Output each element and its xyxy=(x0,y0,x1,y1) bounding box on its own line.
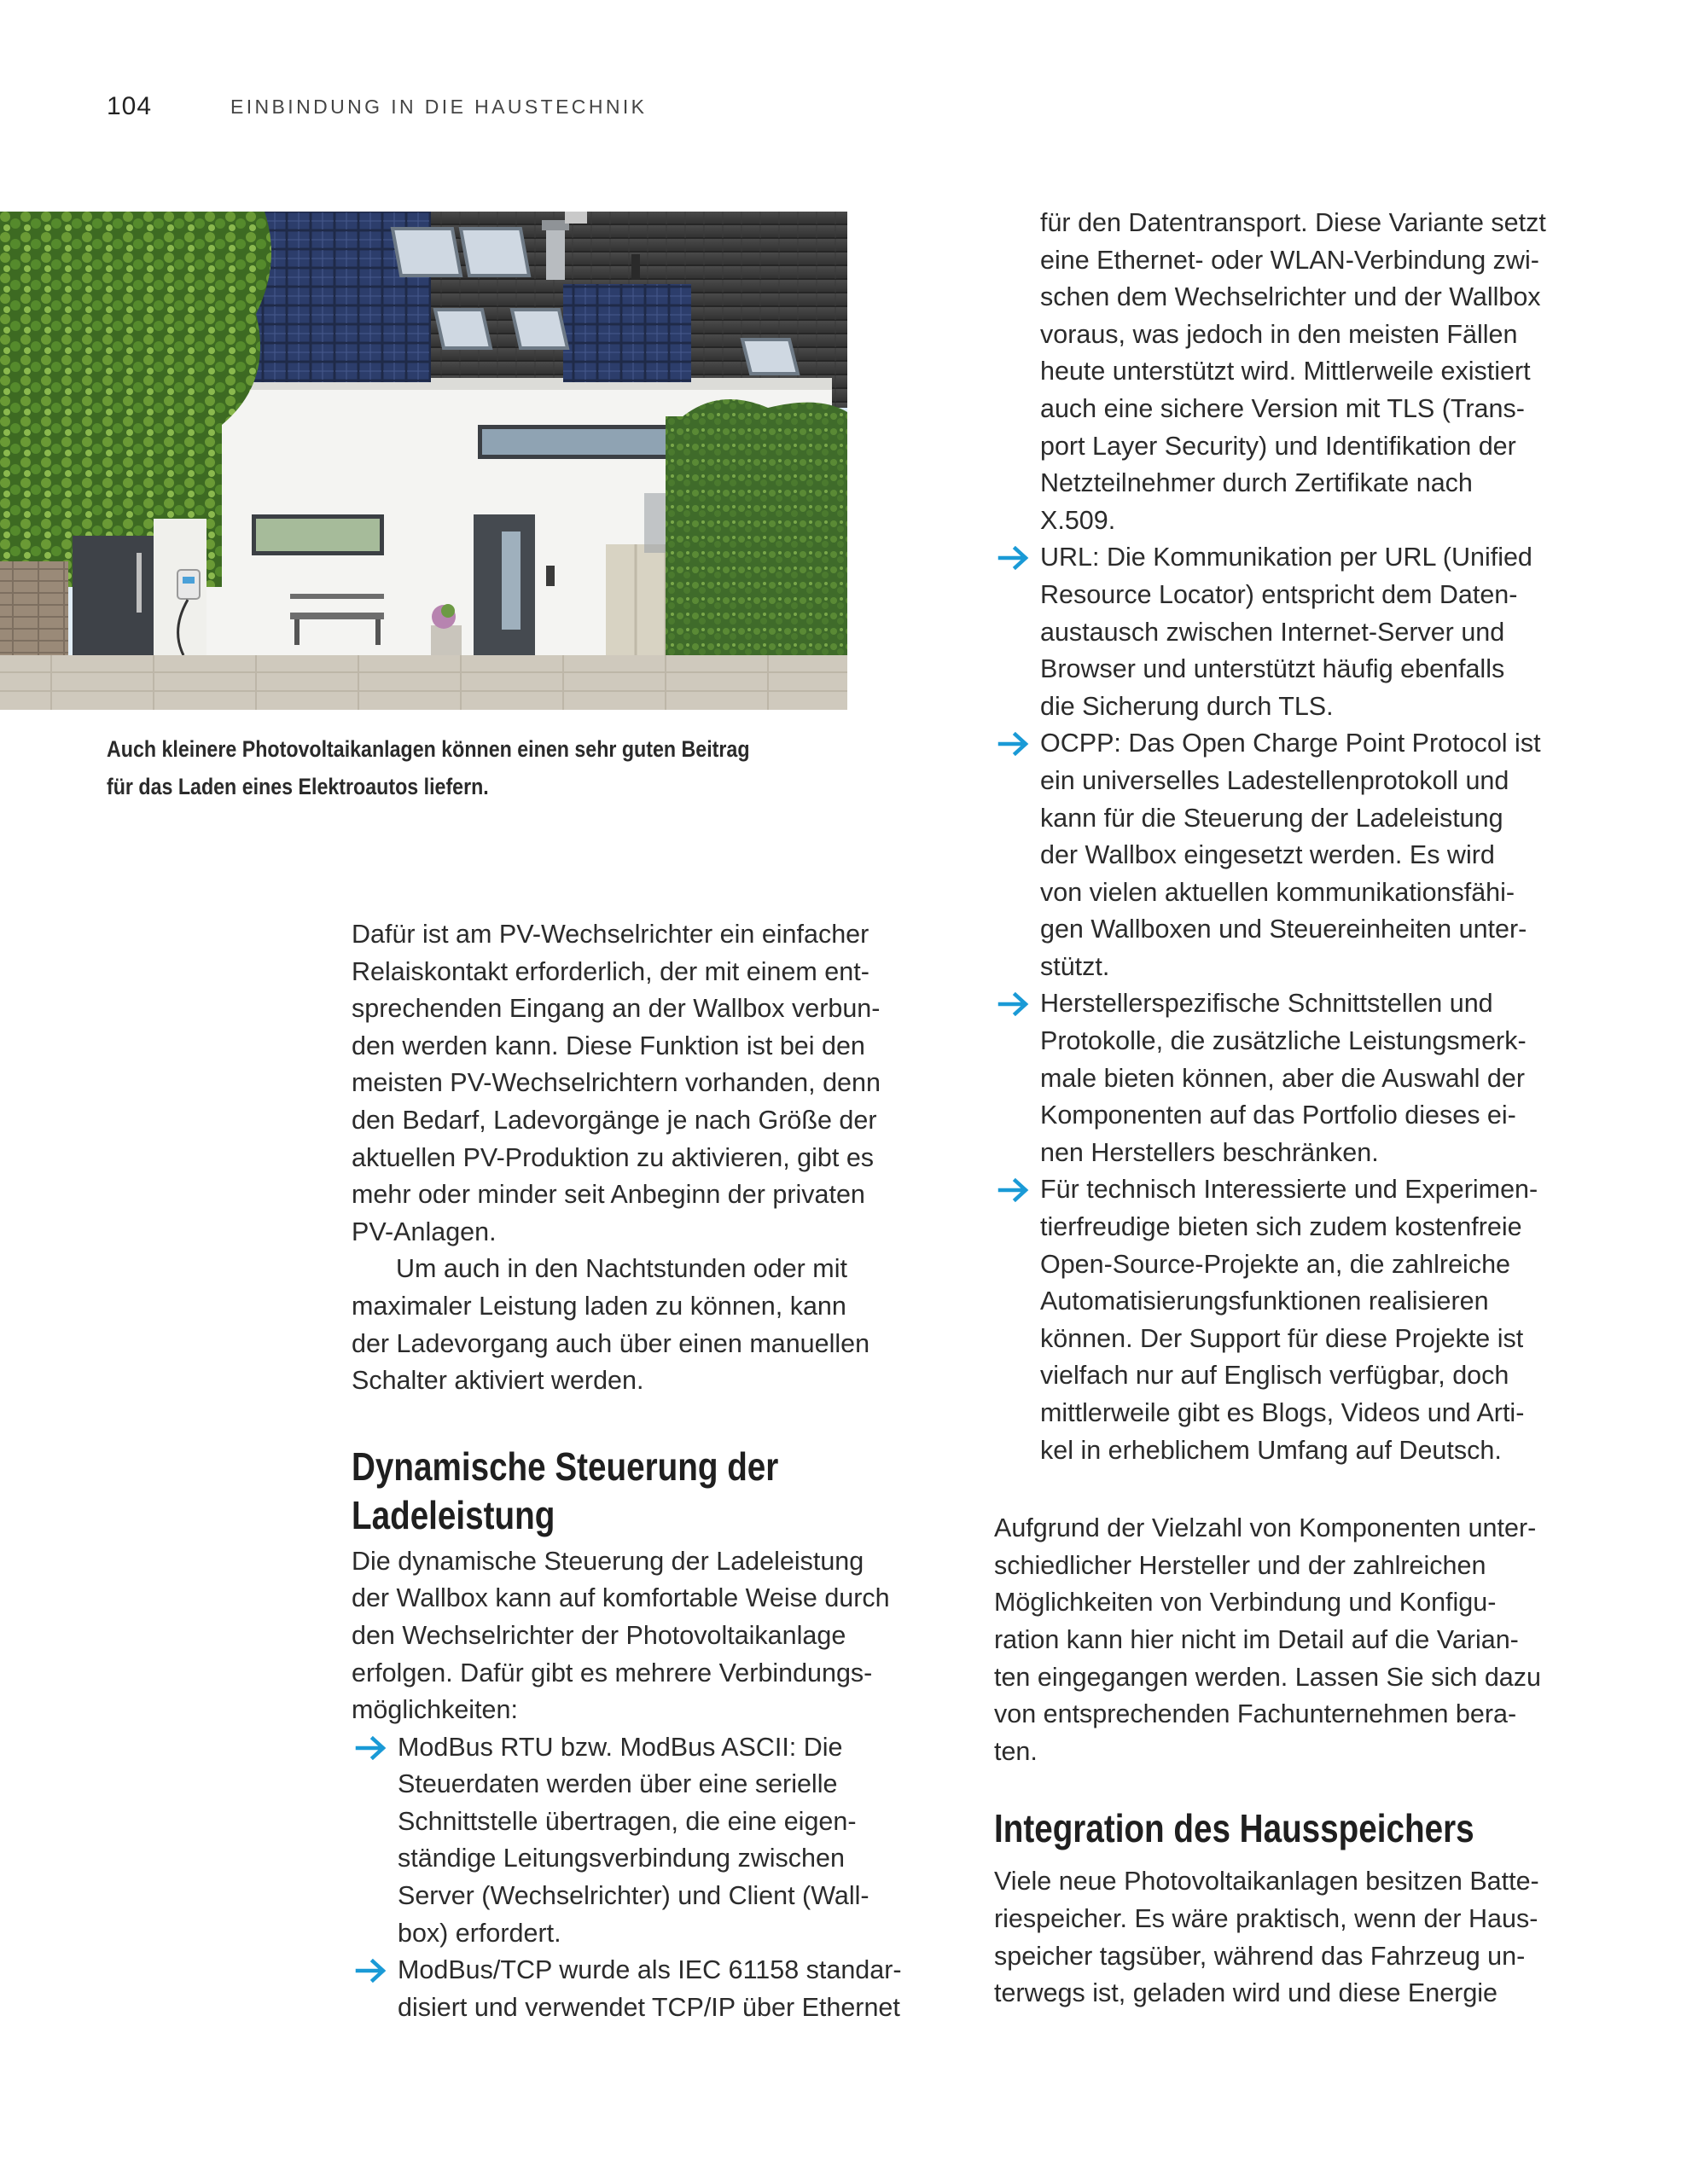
section-heading xyxy=(352,1443,997,1540)
text-line: der Ladevorgang auch über einen manuellen xyxy=(352,1328,870,1358)
text-line: Möglichkeiten von Verbindung und Konfigu- xyxy=(994,1588,1497,1618)
heading-line: Dynamische Steuerung der xyxy=(352,1443,779,1489)
list-item xyxy=(352,1729,957,1953)
list-item xyxy=(352,1952,957,2026)
text-line: aktuellen PV-Produktion zu aktivieren, gibt es xyxy=(352,1142,875,1172)
right-column xyxy=(994,205,1591,2013)
text-line: PV-Anlagen. xyxy=(352,1217,497,1246)
text-line: Netzteilnehmer durch Zertifikate nach xyxy=(1040,468,1473,498)
text-line: Steuerdaten werden über eine serielle xyxy=(398,1769,838,1799)
figure-caption xyxy=(107,730,750,805)
text-line: mehr oder minder seit Anbeginn der privaten xyxy=(352,1180,865,1210)
text-line: von vielen aktuellen kommunikationsfähi- xyxy=(1040,877,1515,907)
text-line: disiert und verwendet TCP/IP über Ethernet xyxy=(398,1992,900,2022)
text-line: sprechenden Eingang an der Wallbox verbun- xyxy=(352,994,881,1024)
left-column xyxy=(352,916,957,2026)
text-line: URL: Die Kommunikation per URL (Unified xyxy=(1040,543,1532,572)
text-line: Schalter aktiviert werden. xyxy=(352,1366,644,1396)
text-line: Herstellerspezifische Schnittstellen und xyxy=(1040,989,1493,1019)
text-line: ModBus/TCP wurde als IEC 61158 standar- xyxy=(398,1955,902,1985)
text-line: Protokolle, die zusätzliche Leistungsmerk- xyxy=(1040,1026,1527,1056)
text-line: ModBus RTU bzw. ModBus ASCII: Die xyxy=(398,1732,843,1762)
list-item-continuation xyxy=(994,205,1591,539)
text-line: Browser und unterstützt häufig ebenfalls xyxy=(1040,654,1505,684)
text-line: Die dynamische Steuerung der Ladeleistung xyxy=(352,1546,864,1576)
text-line: ration kann hier nicht im Detail auf die Varian- xyxy=(994,1624,1519,1654)
text-line: Schnittstelle übertragen, die eine eigen- xyxy=(398,1806,857,1836)
text-line: erfolgen. Dafür gibt es mehrere Verbindungs- xyxy=(352,1658,873,1687)
text-line: Open-Source-Projekte an, die zahlreiche xyxy=(1040,1249,1510,1279)
arrow-right-icon xyxy=(997,732,1030,756)
text-line: voraus, was jedoch in den meisten Fällen xyxy=(1040,319,1518,349)
arrow-right-icon xyxy=(997,992,1030,1016)
text-line: der Wallbox eingesetzt werden. Es wird xyxy=(1040,840,1495,870)
text-line: Resource Locator) entspricht dem Daten- xyxy=(1040,579,1518,609)
text-line: Relaiskontakt erforderlich, der mit einem ent- xyxy=(352,956,869,986)
text-line: ein universelles Ladestellenprotokoll und xyxy=(1040,765,1509,795)
text-line: Komponenten auf das Portfolio dieses ei- xyxy=(1040,1101,1516,1130)
text-line: auch eine sichere Version mit TLS (Trans- xyxy=(1040,393,1525,423)
text-line: vielfach nur auf Englisch verfügbar, doch xyxy=(1040,1361,1509,1391)
text-line: Automatisierungsfunktionen realisieren xyxy=(1040,1287,1489,1316)
arrow-right-icon xyxy=(997,1178,1030,1202)
house-solar-photo xyxy=(0,212,847,710)
caption-line: Auch kleinere Photovoltaikanlagen können einen sehr guten Beitrag xyxy=(107,736,750,762)
text-line: möglichkeiten: xyxy=(352,1695,518,1725)
text-line: port Layer Security) und Identifikation der xyxy=(1040,431,1516,461)
text-line: Server (Wechselrichter) und Client (Wall- xyxy=(398,1881,869,1911)
body-paragraph xyxy=(994,1863,1591,2012)
text-line: von entsprechenden Fachunternehmen bera- xyxy=(994,1699,1517,1729)
text-line: box) erfordert. xyxy=(398,1918,561,1948)
text-line: Dafür ist am PV-Wechselrichter ein einfacher xyxy=(352,920,869,949)
list-item xyxy=(994,725,1591,985)
arrow-right-icon xyxy=(355,1736,387,1760)
text-line: Aufgrund der Vielzahl von Komponenten unter- xyxy=(994,1513,1537,1543)
text-line: speicher tagsüber, während das Fahrzeug un- xyxy=(994,1941,1526,1971)
text-line: heute unterstützt wird. Mittlerweile existiert xyxy=(1040,357,1531,386)
body-paragraph xyxy=(352,1543,957,1729)
text-line: schiedlicher Hersteller und der zahlreichen xyxy=(994,1550,1486,1580)
text-line: riespeicher. Es wäre praktisch, wenn der Haus- xyxy=(994,1903,1538,1933)
arrow-right-icon xyxy=(355,1959,387,1983)
list-item xyxy=(994,1171,1591,1469)
text-line: Für technisch Interessierte und Experimen- xyxy=(1040,1175,1538,1205)
text-line: Um auch in den Nachtstunden oder mit xyxy=(396,1254,847,1284)
text-line: meisten PV-Wechselrichtern vorhanden, denn xyxy=(352,1068,881,1098)
arrow-right-icon xyxy=(997,546,1030,570)
text-line: den Bedarf, Ladevorgänge je nach Größe der xyxy=(352,1105,877,1135)
list-item xyxy=(994,539,1591,725)
text-line: mittlerweile gibt es Blogs, Videos und Arti- xyxy=(1040,1398,1525,1427)
text-line: OCPP: Das Open Charge Point Protocol ist xyxy=(1040,729,1541,758)
text-line: für den Datentransport. Diese Variante setzt xyxy=(1040,208,1546,237)
text-line: tierfreudige bieten sich zudem kostenfreie xyxy=(1040,1212,1522,1242)
caption-line: für das Laden eines Elektroautos liefern. xyxy=(107,774,489,799)
text-line: ten eingegangen werden. Lassen Sie sich dazu xyxy=(994,1662,1541,1692)
text-line: maximaler Leistung laden zu können, kann xyxy=(352,1291,846,1321)
section-heading xyxy=(994,1804,1639,1853)
text-line: austausch zwischen Internet-Server und xyxy=(1040,617,1505,647)
text-line: male bieten können, aber die Auswahl der xyxy=(1040,1063,1526,1093)
text-line: schen dem Wechselrichter und der Wallbox xyxy=(1040,282,1541,312)
text-line: ten. xyxy=(994,1736,1038,1766)
text-line: nen Herstellers beschränken. xyxy=(1040,1137,1379,1167)
text-line: gen Wallboxen und Steuereinheiten unter- xyxy=(1040,915,1527,944)
text-line: kann für die Steuerung der Ladeleistung xyxy=(1040,803,1503,833)
text-line: X.509. xyxy=(1040,505,1116,535)
text-line: ständige Leitungsverbindung zwischen xyxy=(398,1844,845,1873)
text-line: stützt. xyxy=(1040,951,1110,981)
body-paragraph xyxy=(994,1510,1591,1770)
text-line: Viele neue Photovoltaikanlagen besitzen Batte- xyxy=(994,1867,1539,1896)
text-line: terwegs ist, geladen wird und diese Energie xyxy=(994,1978,1498,2008)
heading-line: Ladeleistung xyxy=(352,1492,555,1537)
body-paragraph xyxy=(352,916,957,1251)
text-line: können. Der Support für diese Projekte ist xyxy=(1040,1323,1524,1353)
running-head: EINBINDUNG IN DIE HAUSTECHNIK xyxy=(230,96,648,118)
text-line: die Sicherung durch TLS. xyxy=(1040,691,1334,721)
text-line: kel in erheblichem Umfang auf Deutsch. xyxy=(1040,1435,1502,1465)
body-paragraph xyxy=(352,1251,957,1399)
text-line: den werden kann. Diese Funktion ist bei den xyxy=(352,1031,865,1060)
text-line: eine Ethernet- oder WLAN-Verbindung zwi- xyxy=(1040,245,1539,275)
text-line: den Wechselrichter der Photovoltaikanlage xyxy=(352,1620,846,1650)
heading-line: Integration des Hausspeichers xyxy=(994,1806,1474,1851)
list-item xyxy=(994,985,1591,1171)
page-number: 104 xyxy=(107,92,153,120)
text-line: der Wallbox kann auf komfortable Weise durch xyxy=(352,1583,890,1613)
